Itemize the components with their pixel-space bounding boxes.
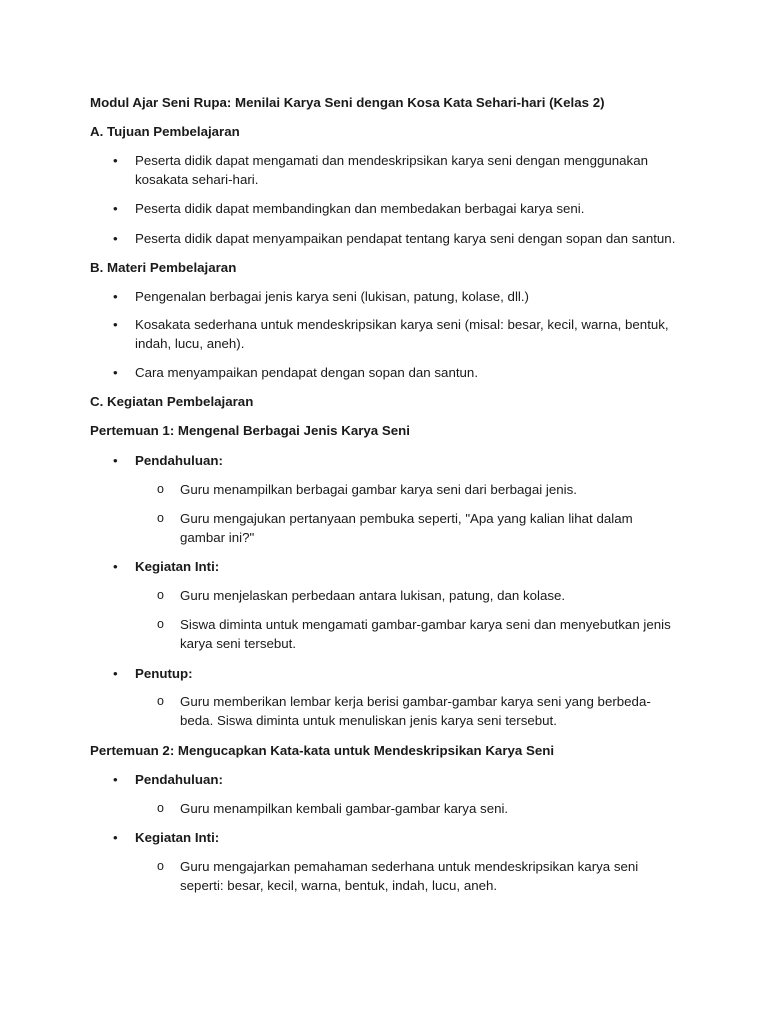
- section-b-heading: B. Materi Pembelajaran: [90, 260, 237, 275]
- sub-list-item-text: Guru mengajarkan pemahaman sederhana untuk mendeskripsikan karya seni seperti: besar, kecil, warna, bentuk, indah, lucu, aneh.: [180, 859, 639, 893]
- sub-bullet-icon: o: [157, 859, 164, 873]
- list-item-text: Cara menyampaikan pendapat dengan sopan dan santun.: [135, 365, 479, 380]
- phase-label: Penutup:: [135, 666, 193, 681]
- list-item-text: Pengenalan berbagai jenis karya seni (lukisan, patung, kolase, dll.): [135, 289, 529, 304]
- sub-list-item-text: Guru menampilkan berbagai gambar karya seni dari berbagai jenis.: [180, 482, 577, 497]
- bullet-icon: •: [113, 317, 118, 332]
- list-item-text: Peserta didik dapat mengamati dan mendeskripsikan karya seni dengan menggunakan kosakata sehari-hari.: [135, 153, 648, 187]
- bullet-icon: •: [113, 365, 118, 380]
- phase-label: Kegiatan Inti:: [135, 559, 220, 574]
- bullet-icon: •: [113, 201, 118, 216]
- sub-list-item-text: Guru menampilkan kembali gambar-gambar karya seni.: [180, 801, 509, 816]
- meeting-2-heading: Pertemuan 2: Mengucapkan Kata-kata untuk Mendeskripsikan Karya Seni: [90, 743, 555, 758]
- sub-bullet-icon: o: [157, 482, 164, 496]
- bullet-icon: •: [113, 772, 118, 787]
- sub-bullet-icon: o: [157, 588, 164, 602]
- phase-label: Pendahuluan:: [135, 772, 223, 787]
- list-item-text: Peserta didik dapat menyampaikan pendapat tentang karya seni dengan sopan dan santun.: [135, 231, 676, 246]
- sub-list-item-text: Guru menjelaskan perbedaan antara lukisan, patung, dan kolase.: [180, 588, 566, 603]
- sub-bullet-icon: o: [157, 617, 164, 631]
- sub-bullet-icon: o: [157, 801, 164, 815]
- list-item-text: Peserta didik dapat membandingkan dan membedakan berbagai karya seni.: [135, 201, 585, 216]
- bullet-icon: •: [113, 830, 118, 845]
- bullet-icon: •: [113, 231, 118, 246]
- sub-bullet-icon: o: [157, 694, 164, 708]
- sub-list-item-text: Guru memberikan lembar kerja berisi gambar-gambar karya seni yang berbeda-beda. Siswa diminta untuk menuliskan jenis karya seni tersebut.: [180, 694, 651, 728]
- bullet-icon: •: [113, 666, 118, 681]
- bullet-icon: •: [113, 289, 118, 304]
- bullet-icon: •: [113, 453, 118, 468]
- section-c-heading: C. Kegiatan Pembelajaran: [90, 394, 254, 409]
- sub-list-item-text: Guru mengajukan pertanyaan pembuka seperti, "Apa yang kalian lihat dalam gambar ini?": [180, 511, 633, 545]
- phase-label: Kegiatan Inti:: [135, 830, 220, 845]
- section-a-heading: A. Tujuan Pembelajaran: [90, 124, 240, 139]
- list-item-text: Kosakata sederhana untuk mendeskripsikan karya seni (misal: besar, kecil, warna, bentuk, indah, lucu, aneh).: [135, 317, 669, 351]
- sub-list-item-text: Siswa diminta untuk mengamati gambar-gambar karya seni dan menyebutkan jenis karya seni tersebut.: [180, 617, 671, 651]
- bullet-icon: •: [113, 153, 118, 168]
- bullet-icon: •: [113, 559, 118, 574]
- sub-bullet-icon: o: [157, 511, 164, 525]
- meeting-1-heading: Pertemuan 1: Mengenal Berbagai Jenis Karya Seni: [90, 423, 410, 438]
- phase-label: Pendahuluan:: [135, 453, 223, 468]
- document-title: Modul Ajar Seni Rupa: Menilai Karya Seni dengan Kosa Kata Sehari-hari (Kelas 2): [90, 95, 605, 110]
